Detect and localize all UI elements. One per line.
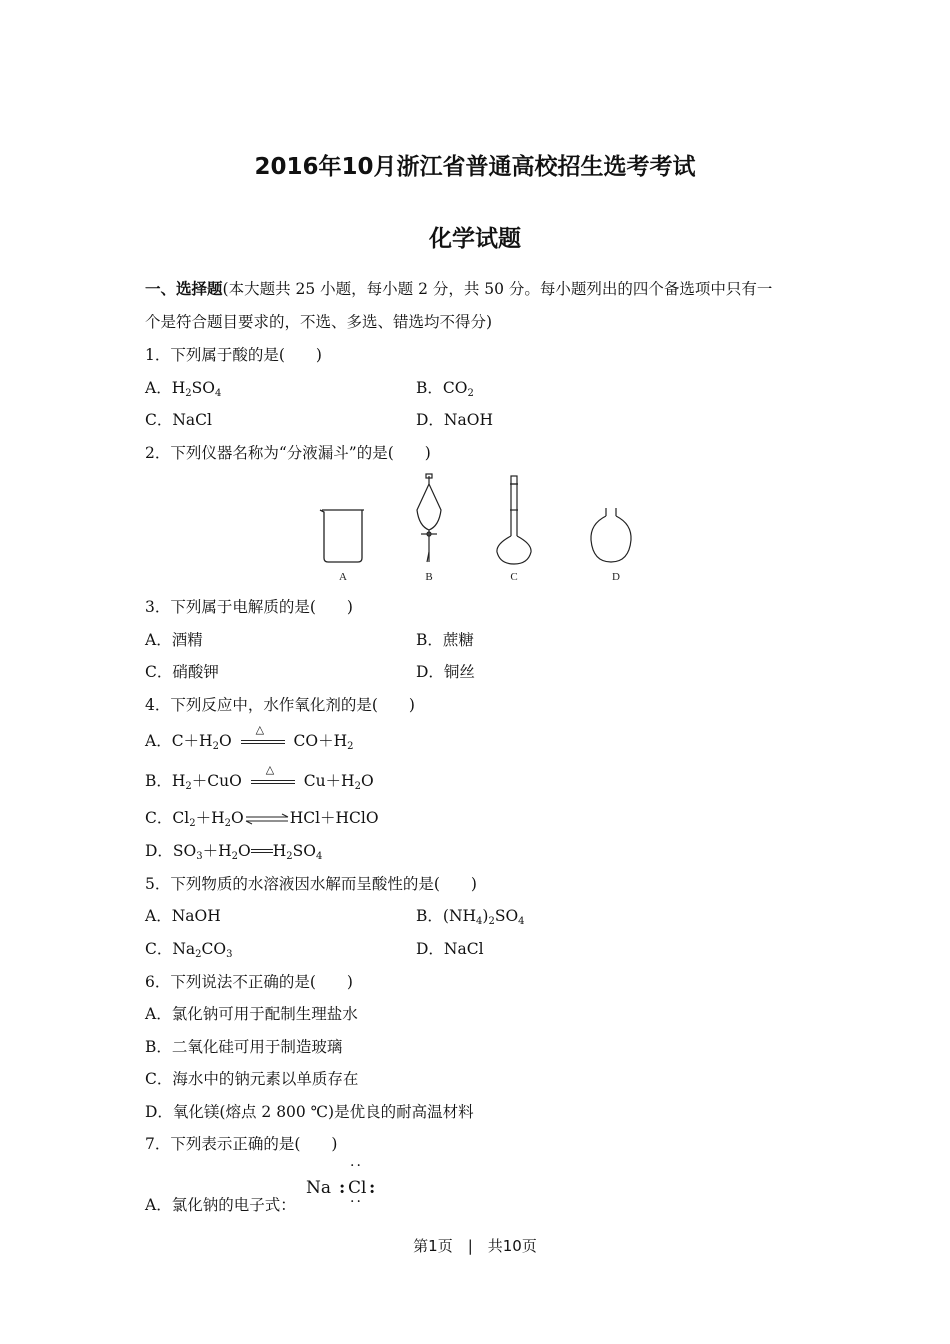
q5-option-c: C．$Na_2CO_3$ (145, 940, 233, 960)
separatory-funnel-icon (417, 474, 441, 562)
q3-option-d: D．铜丝 (416, 663, 475, 681)
q1-option-d: D．NaOH (416, 411, 493, 429)
q4-option-c: C．$Cl_2+H_2O$ HCl＋HClO (145, 809, 379, 829)
q1-option-a: A．$H_2SO_4$ (145, 379, 222, 399)
q7-stem: 7．下列表示正确的是( ) (145, 1135, 338, 1153)
q6-option-d: D．氧化镁(熔点 2 800 ℃)是优良的耐高温材料 (145, 1103, 474, 1121)
electron-formula (306, 1158, 386, 1214)
q6-option-c: C．海水中的钠元素以单质存在 (145, 1070, 359, 1088)
q4-option-b: B．$H_2+CuO$ △ $Cu+H_2O$ (145, 763, 374, 792)
apparatus-label-d: D (612, 571, 620, 583)
q5-option-a: A．NaOH (145, 907, 221, 925)
beaker-icon (320, 510, 364, 562)
apparatus-label-a: A (339, 571, 347, 583)
electron-pair-bottom: ·· (350, 1194, 363, 1210)
q4-option-a: A．$C+H_2O$ △ $CO+H_2$ (145, 723, 354, 752)
q6-stem: 6．下列说法不正确的是( ) (145, 973, 353, 991)
electron-pair-right: : (369, 1178, 376, 1198)
heat-equals-sign-icon: △ (241, 732, 285, 752)
section-heading: 一、选择题 (145, 280, 223, 298)
q5-stem: 5．下列物质的水溶液因水解而呈酸性的是( ) (145, 875, 477, 893)
q7-option-a: A．氯化钠的电子式： (145, 1196, 296, 1214)
section-desc-2: 个是符合题目要求的，不选、多选、错选均不得分) (145, 313, 493, 331)
section-desc-1: (本大题共 25 小题，每小题 2 分，共 50 分。每小题列出的四个备选项中只有一 (222, 280, 773, 298)
q2-stem: 2．下列仪器名称为“分液漏斗”的是( ) (145, 444, 431, 462)
apparatus-label-c: C (510, 571, 518, 583)
q3-option-a: A．酒精 (145, 631, 203, 649)
q3-option-b: B．蔗糖 (416, 631, 474, 649)
q4-stem: 4．下列反应中，水作氧化剂的是( ) (145, 696, 415, 714)
apparatus-label-b: B (425, 571, 433, 583)
electron-pair-left: : (339, 1178, 346, 1198)
q3-stem: 3．下列属于电解质的是( ) (145, 598, 353, 616)
exam-title: 2016年10月浙江省普通高校招生选考考试 (254, 154, 696, 180)
q4-option-d: D．$SO_3+H_2O$ $H_2SO_4$ (145, 842, 323, 862)
q6-option-b: B．二氧化硅可用于制造玻璃 (145, 1038, 343, 1056)
subject-title: 化学试题 (429, 226, 521, 252)
q2-apparatus-figure (300, 472, 660, 590)
q5-option-b: B．$(NH_4)_2SO_4$ (416, 907, 525, 927)
round-bottom-flask-icon (591, 508, 631, 562)
volumetric-flask-icon (497, 476, 531, 564)
sodium-symbol: Na (306, 1178, 332, 1198)
q1-stem: 1．下列属于酸的是( ) (145, 346, 322, 364)
q1-option-c: C．NaCl (145, 411, 212, 429)
q3-option-c: C．硝酸钾 (145, 663, 219, 681)
electron-pair-top: ·· (350, 1158, 363, 1174)
chlorine-symbol: Cl (348, 1178, 367, 1198)
reversible-arrow-icon (244, 813, 290, 825)
q5-option-d: D．NaCl (416, 940, 484, 958)
equals-sign-icon (251, 848, 273, 856)
section-intro (145, 279, 772, 299)
q1-option-b: B．$CO_2$ (416, 379, 474, 399)
q6-option-a: A．氯化钠可用于配制生理盐水 (145, 1005, 358, 1023)
heat-equals-sign-icon: △ (251, 772, 295, 792)
page-footer: 第1页 | 共10页 (413, 1237, 537, 1255)
